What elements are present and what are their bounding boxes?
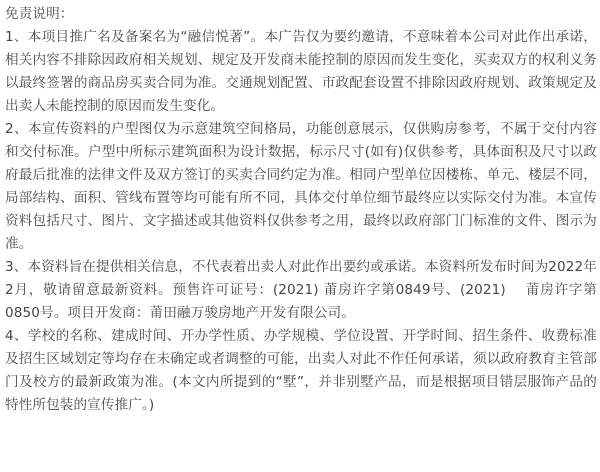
disclaimer-document [5,3,597,417]
disclaimer-title: 免责说明： [5,6,74,22]
disclaimer-paragraph-4: 4、学校的名称、建成时间、开办学性质、办学规模、学位设置、开学时间、招生条件、收费标准及招生区域划定等均存在未确定或者调整的可能，出卖人对此不作任何承诺，须以政府教育主管部门及校方的最新政策为准。(本文内所提到的“墅”，并非别墅产品，而是根据项目错层服饰产品的特性所包装的宣传推广。) [5,328,597,413]
disclaimer-paragraph-1: 1、本项目推广名及备案名为“融信悦著”。本广告仅为要约邀请，不意味着本公司对此作出承诺，相关内容不排除因政府相关规划、规定及开发商未能控制的原因而发生变化，买卖双方的权利义务以最终签署的商品房买卖合同为准。交通规划配置、市政配套设置不排除因政府规划、政策规定及出卖人未能控制的原因而发生变化。 [5,29,597,114]
disclaimer-paragraph-3: 3、本资料旨在提供相关信息，不代表着出卖人对此作出要约或承诺。本资料所发布时间为2022年2月，敬请留意最新资料。预售许可证号：(2021) 莆房许字第0849号、(2021) 莆房许字第0850号。项目开发商：莆田融万骏房地产开发有限公司。 [5,259,597,321]
disclaimer-paragraph-2: 2、本宣传资料的户型图仅为示意建筑空间格局，功能创意展示，仅供购房参考，不属于交付内容和交付标准。户型中所标示建筑面积为设计数据，标示尺寸(如有)仅供参考，具体面积及尺寸以政府最后批准的法律文件及双方签订的买卖合同约定为准。相同户型单位因楼栋、单元、楼层不同，局部结构、面积、管线布置等均可能有所不同，具体交付单位细节最终应以实际交付为准。本宣传资料包括尺寸、图片、文字描述或其他资料仅供参考之用，最终以政府部门门标准的文件、图示为准。 [5,121,597,252]
